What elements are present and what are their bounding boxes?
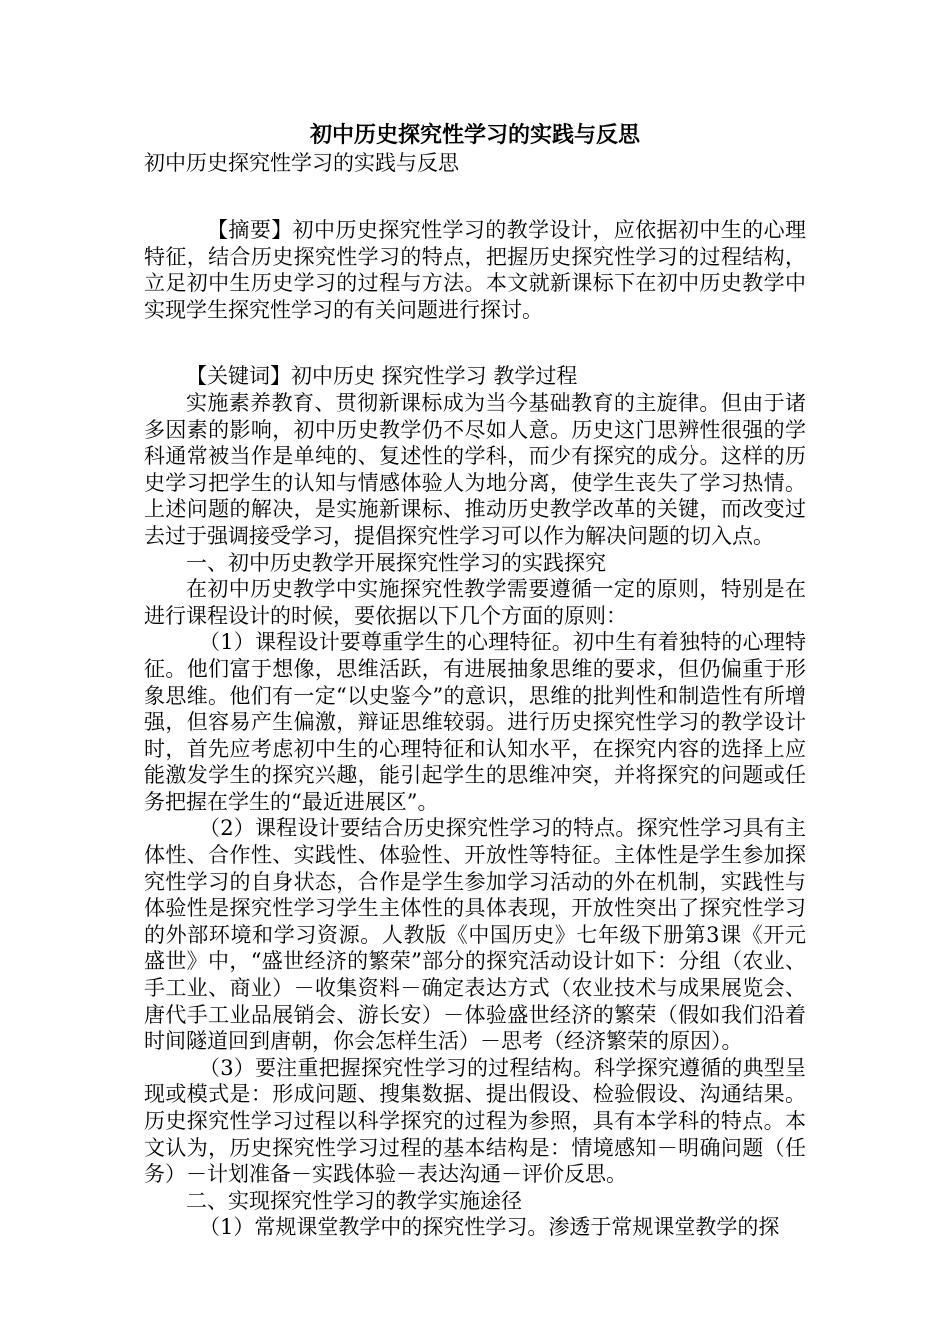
spacer — [144, 177, 806, 217]
section2-item-1: （1）常规课堂教学中的探究性学习。渗透于常规课堂教学的探 — [199, 1215, 780, 1240]
abstract-paragraph: 【摘要】初中历史探究性学习的教学设计，应依据初中生的心理特征，结合历史探究性学习的特点，把握历史探究性学习的过程结构，立足初中生历史学习的过程与方法。本文就新课标下在初中历史教学中实现学生探究性学习的有关问题进行探讨。 — [144, 218, 806, 322]
intro-paragraph: 实施素养教育、贯彻新课标成为当今基础教育的主旋律。但由于诸多因素的影响，初中历史教学仍不尽如人意。历史这门思辨性很强的学科通常被当作是单纯的、复述性的学科，而少有探究的成分。这样的历史学习把学生的认知与情感体验人为地分离，使学生丧失了学习热情。上述问题的解决，是实施新课标、推动历史教学改革的关键，而改变过去过于强调接受学习，提倡探究性学习可以作为解决问题的切入点。 — [144, 390, 806, 548]
section1-intro-paragraph: 在初中历史教学中实施探究性教学需要遵循一定的原则，特别是在进行课程设计的时候，要依据以下几个方面的原则： — [144, 577, 806, 628]
document-title: 初中历史探究性学习的实践与反思 — [309, 122, 640, 148]
spacer — [144, 323, 806, 363]
principle-item-3: （3）要注重把握探究性学习的过程结构。科学探究遵循的典型呈现或模式是：形成问题、搜集数据、提出假设、检验假设、沟通结果。历史探究性学习过程以科学探究的过程为参照，具有本学科的特点。本文认为，历史探究性学习过程的基本结构是：情境感知－明确问题（任务）－计划准备－实践体验－表达沟通－评价反思。 — [144, 1055, 806, 1187]
section-heading-2: 二、实现探究性学习的教学实施途径 — [186, 1188, 522, 1213]
section-heading-1: 一、初中历史教学开展探究性学习的实践探究 — [186, 550, 606, 575]
document-subtitle: 初中历史探究性学习的实践与反思 — [144, 151, 459, 175]
keywords-paragraph: 【关键词】初中历史 探究性学习 教学过程 — [186, 364, 578, 389]
document-body — [144, 122, 806, 1241]
principle-item-2: （2）课程设计要结合历史探究性学习的特点。探究性学习具有主体性、合作性、实践性、体验性、开放性等特征。主体性是学生参加探究性学习的自身状态，合作是学生参加学习活动的外在机制，实践性与体验性是探究性学习学生主体性的具体表现，开放性突出了探究性学习的外部环境和学习资源。人教版《中国历史》七年级下册第3课《开元盛世》中，“盛世经济的繁荣”部分的探究活动设计如下：分组（农业、手工业、商业）－收集资料－确定表达方式（农业技术与成果展览会、唐代手工业品展销会、游长安）－体验盛世经济的繁荣（假如我们沿着时间隧道回到唐朝，你会怎样生活）－思考（经济繁荣的原因）。 — [144, 816, 806, 1054]
principle-item-1: （1）课程设计要尊重学生的心理特征。初中生有着独特的心理特征。他们富于想像，思维活跃，有进展抽象思维的要求，但仍偏重于形象思维。他们有一定“以史鉴今”的意识，思维的批判性和制造性有所增强，但容易产生偏激，辩证思维较弱。进行历史探究性学习的教学设计时，首先应考虑初中生的心理特征和认知水平，在探究内容的选择上应能激发学生的探究兴趣，能引起学生的思维冲突，并将探究的问题或任务把握在学生的“最近进展区”。 — [144, 630, 806, 814]
